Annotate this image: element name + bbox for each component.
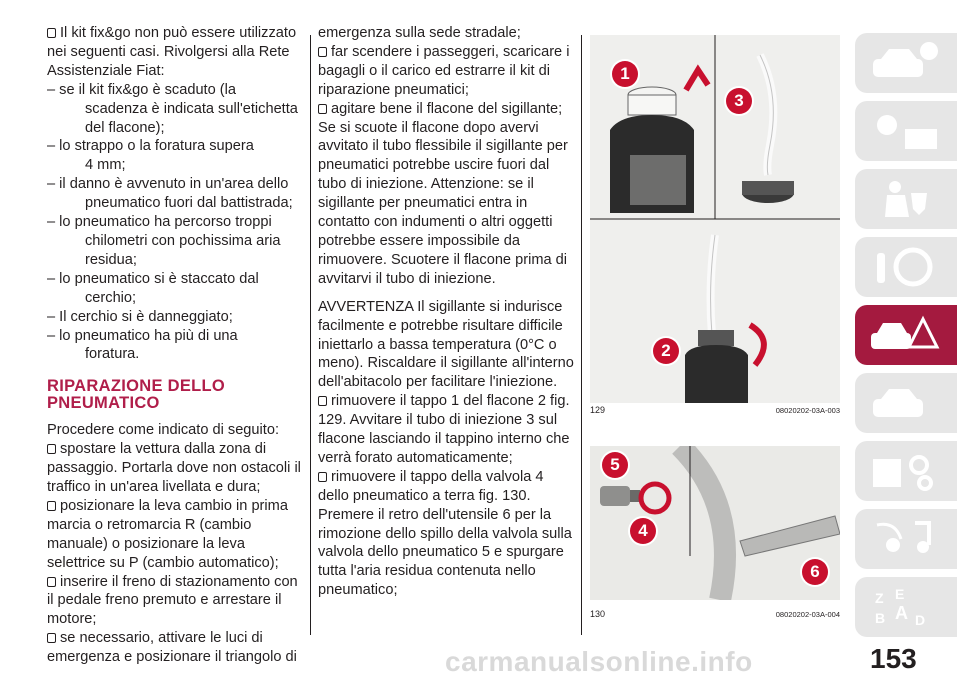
watermark: carmanualsonline.info <box>445 646 753 677</box>
procedure-step: se necessario, attivare le luci di emergenza e posizionare il triangolo di <box>47 630 297 666</box>
left-column <box>47 24 303 667</box>
tab-multimedia[interactable] <box>855 509 957 569</box>
chapter-sidebar <box>851 0 960 678</box>
bullet-square-icon <box>318 104 327 114</box>
car-info-icon <box>865 39 945 87</box>
callout-3: 3 <box>726 88 752 114</box>
figure-code: 08020202-03A-004 <box>775 610 840 619</box>
figure-number: 129 <box>590 405 606 415</box>
warning-paragraph: AVVERTENZA Il sigillante si indurisce facilmente e potrebbe risultare difficile iniettarlo a bassa temperatura (0°C o meno). Riscaldare il sigillante all'interno dell'abitacolo per facilitare l'iniezione. <box>318 298 574 391</box>
callout-4: 4 <box>630 518 656 544</box>
case-item: – se il kit fix&go è scaduto (la scadenza è indicata sull'etichetta del flacone); <box>47 81 298 136</box>
bullet-square-icon <box>47 444 56 454</box>
bullet-square-icon <box>47 501 56 511</box>
figure-130-image <box>590 446 840 600</box>
svg-text:Z: Z <box>875 590 884 606</box>
tab-maintenance[interactable] <box>855 373 957 433</box>
callout-5: 5 <box>602 452 628 478</box>
tab-index[interactable] <box>855 577 957 637</box>
tab-warning-lights[interactable] <box>855 101 957 161</box>
tab-car-info[interactable] <box>855 33 957 93</box>
safety-icon <box>865 175 945 223</box>
figure-number: 130 <box>590 609 606 619</box>
right-column <box>318 24 576 600</box>
warning-lights-icon <box>865 107 945 155</box>
callout-2: 2 <box>653 338 679 364</box>
case-item: – lo strappo o la foratura supera 4 mm; <box>47 138 254 174</box>
case-item: – lo pneumatico ha percorso troppi chilometri con pochissima aria residua; <box>47 214 281 268</box>
page-number: 153 <box>870 643 917 674</box>
index-icon <box>865 583 945 631</box>
technical-data-icon <box>865 447 945 495</box>
svg-text:A: A <box>895 603 908 623</box>
section-heading: RIPARAZIONE DELLO PNEUMATICO <box>47 377 226 413</box>
figure-code: 08020202-03A-003 <box>775 406 840 415</box>
column-divider <box>310 35 311 635</box>
callout-1: 1 <box>612 61 638 87</box>
bullet-square-icon <box>318 472 327 482</box>
procedure-step: agitare bene il flacone del sigillante; Se si scuote il flacone dopo avervi avvitato il tubo flessibile il sigillante per pneumatici potrebbe uscire fuori dal tubo di iniezione. Attenzione: se il sigillante per pneumatici entra in contatto con indumenti o altri oggetti potrebbe essere impossibile da rimuovere. Scuotere il flacone prima di avvitarvi il tubo di iniezione. <box>318 100 568 287</box>
case-item: – il danno è avvenuto in un'area dello pneumatico fuori dal battistrada; <box>47 176 293 212</box>
tab-emergency[interactable] <box>855 305 957 365</box>
tab-starting-driving[interactable] <box>855 237 957 297</box>
bullet-square-icon <box>47 28 56 38</box>
callout-6: 6 <box>802 559 828 585</box>
svg-text:E: E <box>895 586 905 602</box>
tab-safety[interactable] <box>855 169 957 229</box>
multimedia-icon <box>865 515 945 563</box>
emergency-icon <box>865 311 945 359</box>
case-item: – lo pneumatico si è staccato dal cerchio; <box>47 270 259 306</box>
procedure-step: far scendere i passeggeri, scaricare i bagagli o il carico ed estrarre il kit di riparazione pneumatici; <box>318 43 570 98</box>
maintenance-icon <box>865 379 945 427</box>
procedure-intro: Procedere come indicato di seguito: <box>47 422 280 439</box>
procedure-step: posizionare la leva cambio in prima marcia o retromarcia R (cambio manuale) o posizionare la leva selettrice su P (cambio automatico); <box>47 497 288 571</box>
intro-paragraph: Il kit fix&go non può essere utilizzato nei seguenti casi. Rivolgersi alla Rete Assistenziale Fiat: <box>47 25 297 79</box>
tab-technical-data[interactable] <box>855 441 957 501</box>
procedure-step: spostare la vettura dalla zona di passaggio. Portarla dove non ostacoli il traffico in un'area livellata e dura; <box>47 441 301 496</box>
steering-wheel-icon <box>865 243 945 291</box>
sealant-bottle-illustration <box>590 35 840 403</box>
procedure-step: rimuovere il tappo 1 del flacone 2 fig. 129. Avvitare il tubo di iniezione 3 sul flacone lasciando il tappino interno che verrà forato automaticamente; <box>318 393 570 466</box>
procedure-step: inserire il freno di stazionamento con il pedale freno premuto e arrestare il motore; <box>47 573 298 628</box>
bullet-square-icon <box>47 633 56 643</box>
column-divider <box>581 35 582 635</box>
bullet-square-icon <box>47 577 56 587</box>
bullet-square-icon <box>318 396 327 406</box>
bullet-square-icon <box>318 47 327 57</box>
svg-text:B: B <box>875 610 886 626</box>
case-item: – lo pneumatico ha più di una foratura. <box>47 327 238 363</box>
svg-text:D: D <box>915 612 926 628</box>
continued-text: emergenza sulla sede stradale; <box>318 25 521 41</box>
procedure-step: rimuovere il tappo della valvola 4 dello pneumatico a terra fig. 130. Premere il retro dell'utensile 6 per la rimozione dello spillo della valvola sulla valvola dello pneumatico 5 e spurgare tutta l'aria residua contenuta nello pneumatico; <box>318 468 572 599</box>
figure-129-image <box>590 35 840 403</box>
case-item: – Il cerchio si è danneggiato; <box>47 308 233 325</box>
